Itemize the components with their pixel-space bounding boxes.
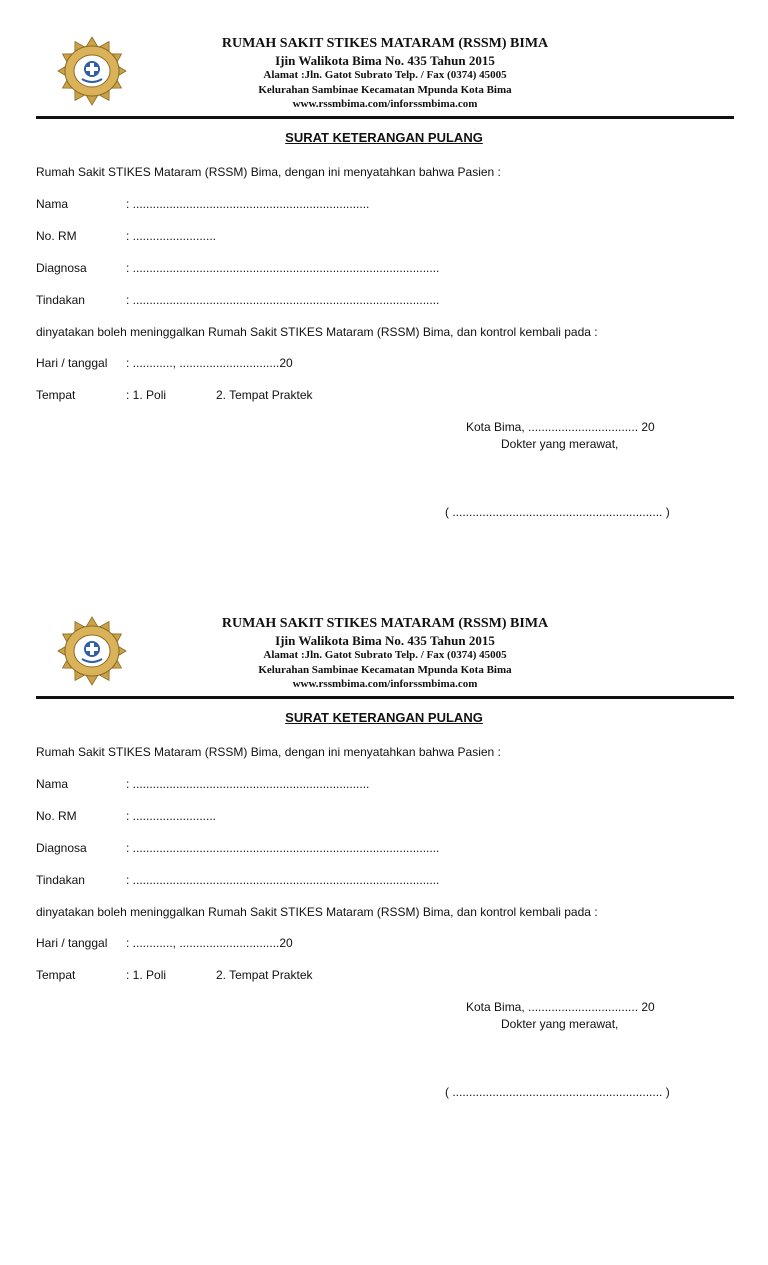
- tempat-option-poli: : 1. Poli: [126, 968, 167, 982]
- header-divider: [36, 116, 734, 119]
- discharge-letter-form-1: [0, 0, 768, 560]
- no-rm-field: : .........................: [126, 809, 217, 823]
- hospital-name: RUMAH SAKIT STIKES MATARAM (RSSM) BIMA: [221, 36, 549, 51]
- nama-label: Nama: [36, 777, 69, 791]
- letter-title: SURAT KETERANGAN PULANG: [285, 130, 483, 145]
- hari-tanggal-field: : ............, ..............................20: [126, 936, 293, 950]
- permit-line: Ijin Walikota Bima No. 435 Tahun 2015: [275, 633, 495, 648]
- address-line: Alamat :Jln. Gatot Subrato Telp. / Fax (0374) 45005: [263, 69, 507, 81]
- no-rm-label: No. RM: [36, 809, 77, 823]
- signature-line: ( ............................................................... ): [445, 505, 670, 519]
- tindakan-field: : ............................................................................................: [126, 873, 440, 887]
- hospital-name: RUMAH SAKIT STIKES MATARAM (RSSM) BIMA: [221, 616, 549, 631]
- no-rm-field: : .........................: [126, 229, 217, 243]
- hospital-emblem-icon: [52, 616, 132, 686]
- nama-field: : .......................................................................: [126, 777, 370, 791]
- tempat-option-poli: : 1. Poli: [126, 388, 167, 402]
- diagnosa-field: : ............................................................................................: [126, 261, 440, 275]
- header-divider: [36, 696, 734, 699]
- doctor-label: Dokter yang merawat,: [501, 1017, 619, 1031]
- intro-text: Rumah Sakit STIKES Mataram (RSSM) Bima, dengan ini menyatahkan bahwa Pasien :: [36, 745, 501, 759]
- no-rm-label: No. RM: [36, 229, 77, 243]
- tindakan-label: Tindakan: [36, 873, 85, 887]
- kota-date-line: Kota Bima, ................................. 20: [466, 420, 655, 434]
- nama-field: : .......................................................................: [126, 197, 370, 211]
- tempat-label: Tempat: [36, 968, 76, 982]
- tindakan-label: Tindakan: [36, 293, 85, 307]
- discharge-letter-form-2: [0, 580, 768, 1140]
- tempat-option-praktek: 2. Tempat Praktek: [216, 968, 313, 982]
- hari-tanggal-label: Hari / tanggal: [36, 936, 108, 950]
- doctor-label: Dokter yang merawat,: [501, 437, 619, 451]
- website-line: www.rssmbima.com/inforssmbima.com: [292, 678, 478, 690]
- address-line: Alamat :Jln. Gatot Subrato Telp. / Fax (0374) 45005: [263, 649, 507, 661]
- kota-date-line: Kota Bima, ................................. 20: [466, 1000, 655, 1014]
- diagnosa-field: : ............................................................................................: [126, 841, 440, 855]
- hari-tanggal-label: Hari / tanggal: [36, 356, 108, 370]
- hari-tanggal-field: : ............, ..............................20: [126, 356, 293, 370]
- continuation-text: dinyatakan boleh meninggalkan Rumah Sakit STIKES Mataram (RSSM) Bima, dan kontrol kembali pada :: [36, 325, 598, 339]
- tempat-label: Tempat: [36, 388, 76, 402]
- kelurahan-line: Kelurahan Sambinae Kecamatan Mpunda Kota Bima: [258, 84, 512, 96]
- diagnosa-label: Diagnosa: [36, 261, 87, 275]
- website-line: www.rssmbima.com/inforssmbima.com: [292, 98, 478, 110]
- permit-line: Ijin Walikota Bima No. 435 Tahun 2015: [275, 53, 495, 68]
- diagnosa-label: Diagnosa: [36, 841, 87, 855]
- continuation-text: dinyatakan boleh meninggalkan Rumah Sakit STIKES Mataram (RSSM) Bima, dan kontrol kembali pada :: [36, 905, 598, 919]
- signature-line: ( ............................................................... ): [445, 1085, 670, 1099]
- tindakan-field: : ............................................................................................: [126, 293, 440, 307]
- hospital-emblem-icon: [52, 36, 132, 106]
- letter-title: SURAT KETERANGAN PULANG: [285, 710, 483, 725]
- tempat-option-praktek: 2. Tempat Praktek: [216, 388, 313, 402]
- nama-label: Nama: [36, 197, 69, 211]
- kelurahan-line: Kelurahan Sambinae Kecamatan Mpunda Kota Bima: [258, 664, 512, 676]
- intro-text: Rumah Sakit STIKES Mataram (RSSM) Bima, dengan ini menyatahkan bahwa Pasien :: [36, 165, 501, 179]
